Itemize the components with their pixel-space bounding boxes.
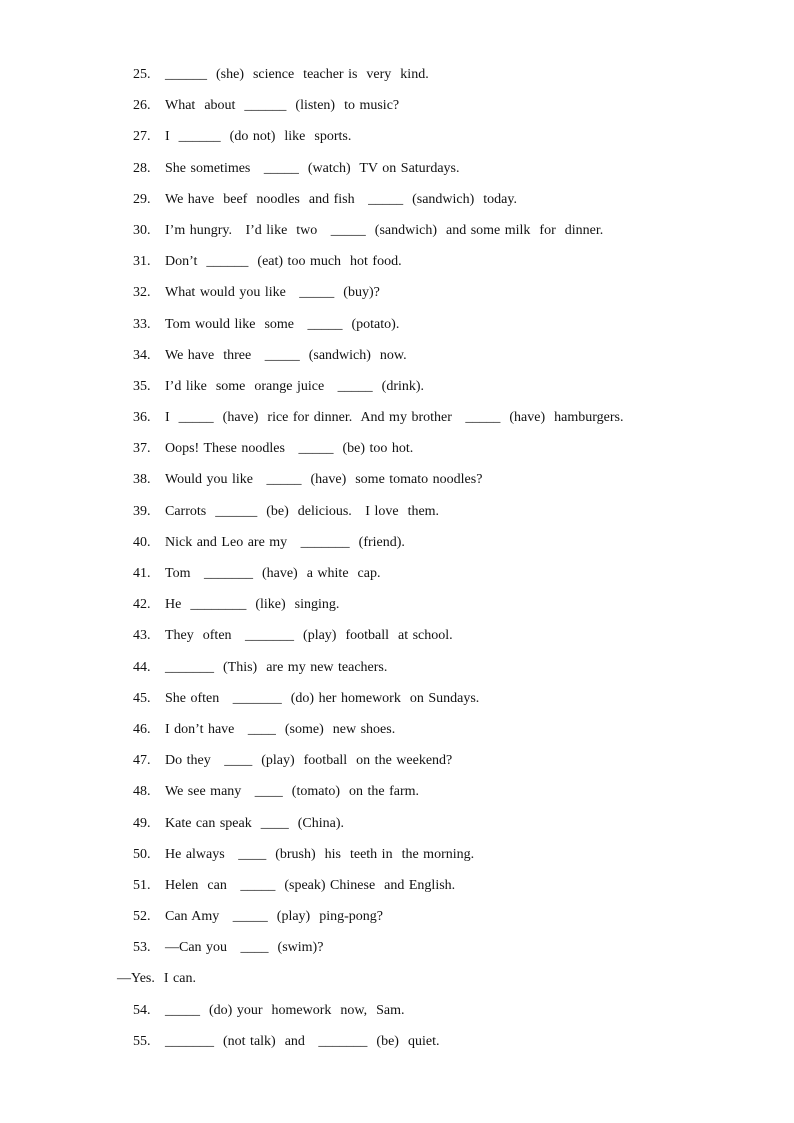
question-item <box>133 593 753 624</box>
question-text: What about ______ (listen) to music? <box>165 98 400 114</box>
question-number: 27. <box>133 129 151 145</box>
question-text: _____ (do) your homework now, Sam. <box>165 1002 405 1018</box>
question-list <box>117 63 753 1061</box>
question-text: Tom would like some _____ (potato). <box>165 316 400 332</box>
question-item <box>133 531 753 562</box>
question-text: We have beef noodles and fish _____ (sandwich) today. <box>165 191 517 207</box>
question-item <box>133 749 753 780</box>
question-item <box>133 313 753 344</box>
question-number: 28. <box>133 160 151 176</box>
question-text: He ________ (like) singing. <box>165 597 340 613</box>
question-number: 45. <box>133 690 151 706</box>
question-number: 38. <box>133 472 151 488</box>
question-item <box>133 375 753 406</box>
question-text: I ______ (do not) like sports. <box>165 129 352 145</box>
question-number: 26. <box>133 98 151 114</box>
question-item <box>133 500 753 531</box>
question-number: 44. <box>133 659 151 675</box>
question-text: What would you like _____ (buy)? <box>165 285 380 301</box>
question-number: 54. <box>133 1002 151 1018</box>
question-number: 52. <box>133 909 151 925</box>
question-number: 43. <box>133 628 151 644</box>
question-item <box>133 125 753 156</box>
question-number: 29. <box>133 191 151 207</box>
question-text: Carrots ______ (be) delicious. I love them. <box>165 503 440 519</box>
question-number: 33. <box>133 316 151 332</box>
question-number: 30. <box>133 222 151 238</box>
question-item <box>133 718 753 749</box>
question-text: She sometimes _____ (watch) TV on Saturdays. <box>165 160 460 176</box>
question-item <box>133 936 753 967</box>
question-text: She often _______ (do) her homework on Sundays. <box>165 690 480 706</box>
question-item <box>133 188 753 219</box>
question-item <box>133 656 753 687</box>
question-number: 34. <box>133 347 151 363</box>
question-item <box>133 63 753 94</box>
question-item <box>133 812 753 843</box>
question-number: 31. <box>133 254 151 270</box>
question-item <box>133 999 753 1030</box>
question-item <box>133 905 753 936</box>
question-text: We see many ____ (tomato) on the farm. <box>165 784 420 800</box>
question-text: Kate can speak ____ (China). <box>165 815 344 831</box>
question-item <box>133 687 753 718</box>
question-item <box>133 344 753 375</box>
question-text: Tom _______ (have) a white cap. <box>165 566 381 581</box>
question-number: 42. <box>133 597 151 613</box>
question-text: —Can you ____ (swim)? <box>165 940 324 956</box>
question-number: 47. <box>133 753 151 769</box>
question-item <box>133 1030 753 1061</box>
question-number: 55. <box>133 1033 151 1049</box>
question-number: 50. <box>133 846 151 862</box>
question-number: 51. <box>133 877 151 893</box>
question-item <box>133 843 753 874</box>
question-number: 32. <box>133 285 151 301</box>
question-item <box>133 157 753 188</box>
question-item <box>133 437 753 468</box>
question-text: I’m hungry. I’d like two _____ (sandwich) and some milk for dinner. <box>165 222 604 238</box>
question-text: ______ (she) science teacher is very kind. <box>165 67 429 82</box>
question-number: 39. <box>133 503 151 519</box>
question-item <box>133 219 753 250</box>
question-number: 48. <box>133 784 151 800</box>
question-number: 37. <box>133 441 151 457</box>
question-text: We have three _____ (sandwich) now. <box>165 347 407 363</box>
question-text: I’d like some orange juice _____ (drink). <box>165 378 425 394</box>
question-number: 41. <box>133 566 151 581</box>
question-text: Helen can _____ (speak) Chinese and English. <box>165 877 456 893</box>
question-text: Would you like _____ (have) some tomato noodles? <box>165 472 483 488</box>
question-text: I _____ (have) rice for dinner. And my brother _____ (have) hamburgers. <box>165 410 624 426</box>
question-item <box>133 468 753 499</box>
question-text: Oops! These noodles _____ (be) too hot. <box>165 441 414 457</box>
question-item <box>133 250 753 281</box>
question-number: 46. <box>133 721 151 737</box>
question-text: _______ (not talk) and _______ (be) quiet. <box>165 1033 440 1049</box>
question-text: Do they ____ (play) football on the weekend? <box>165 753 453 769</box>
question-number: 36. <box>133 410 151 426</box>
question-number: 25. <box>133 67 151 82</box>
question-item <box>133 780 753 811</box>
dialogue-answer: —Yes. I can. <box>117 971 196 987</box>
question-item <box>133 281 753 312</box>
question-item <box>133 406 753 437</box>
question-number: 35. <box>133 378 151 394</box>
question-number: 53. <box>133 940 151 956</box>
question-number: 49. <box>133 815 151 831</box>
question-item <box>133 874 753 905</box>
question-text: Nick and Leo are my _______ (friend). <box>165 534 405 550</box>
question-text: Can Amy _____ (play) ping-pong? <box>165 909 383 925</box>
question-item <box>133 94 753 125</box>
question-number: 40. <box>133 534 151 550</box>
question-text: _______ (This) are my new teachers. <box>165 659 388 675</box>
question-text: He always ____ (brush) his teeth in the morning. <box>165 846 475 862</box>
question-text: Don’t ______ (eat) too much hot food. <box>165 254 402 270</box>
question-text: They often _______ (play) football at school. <box>165 628 453 644</box>
question-text: I don’t have ____ (some) new shoes. <box>165 721 396 737</box>
question-item <box>133 624 753 655</box>
question-item <box>133 562 753 593</box>
